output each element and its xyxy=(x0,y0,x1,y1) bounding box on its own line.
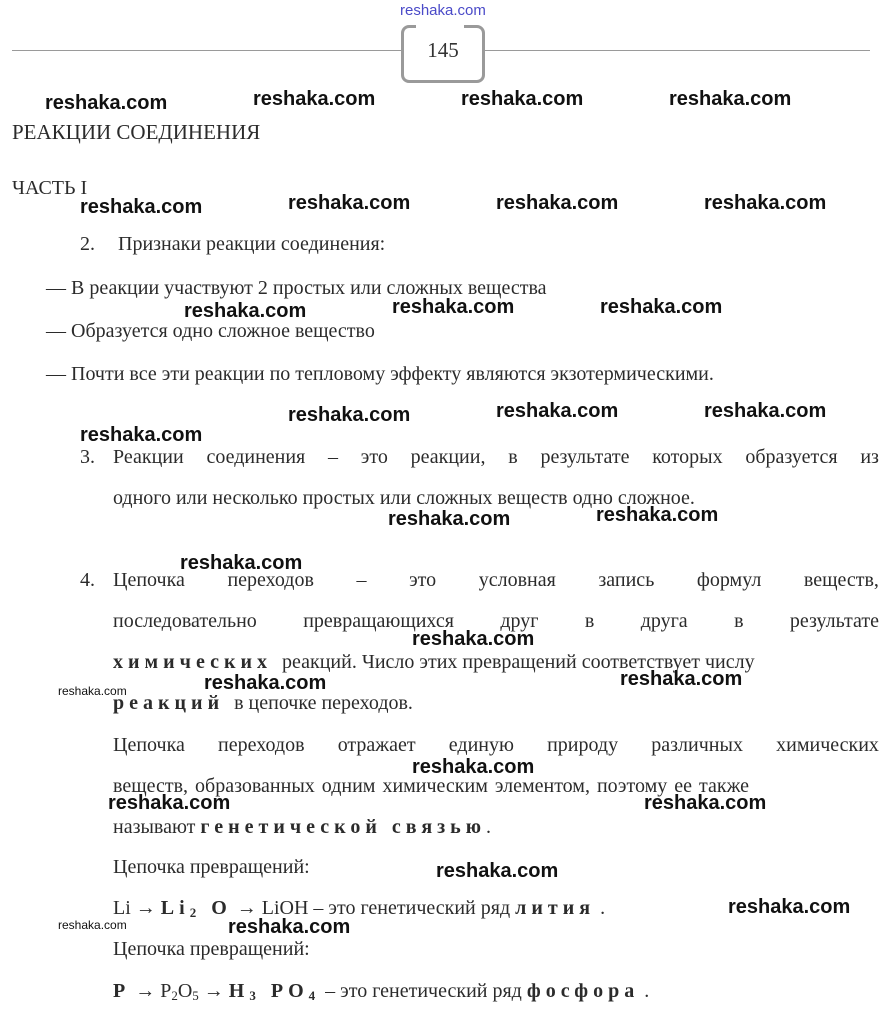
watermark: reshaka.com xyxy=(58,684,127,698)
watermark: reshaka.com xyxy=(228,916,351,938)
watermark: reshaka.com xyxy=(288,192,411,214)
page-number-box xyxy=(401,25,485,83)
paragraph-line: последовательно превращающихся друг в друга в результате xyxy=(113,610,879,632)
part-heading: ЧАСТЬ I xyxy=(12,177,88,199)
watermark: reshaka.com xyxy=(204,672,327,694)
watermark: reshaka.com xyxy=(412,628,535,650)
watermark: reshaka.com xyxy=(184,300,307,322)
watermark: reshaka.com xyxy=(392,296,515,318)
watermark: reshaka.com xyxy=(80,196,203,218)
bullet-item: — В реакции участвуют 2 простых или сложных вещества xyxy=(46,277,547,299)
watermark: reshaka.com xyxy=(80,424,203,446)
watermark: reshaka.com xyxy=(388,508,511,530)
header-rule-right xyxy=(476,50,870,51)
watermark: reshaka.com xyxy=(704,192,827,214)
paragraph-line: веществ, образованных одним химическим элементом, поэтому ее также xyxy=(113,775,750,797)
watermark: reshaka.com xyxy=(412,756,535,778)
watermark: reshaka.com xyxy=(620,668,743,690)
item-number: 4. xyxy=(80,569,95,591)
item-number: 3. xyxy=(80,446,95,468)
watermark: reshaka.com xyxy=(253,88,376,110)
watermark: reshaka.com xyxy=(596,504,719,526)
watermark: reshaka.com xyxy=(600,296,723,318)
paragraph-line: называют генетической связью. xyxy=(113,816,492,838)
paragraph-line: Цепочка переходов отражает единую природу различных химических xyxy=(113,734,879,756)
watermark: reshaka.com xyxy=(496,400,619,422)
header-rule-left xyxy=(12,50,404,51)
chain-phosphorus: $P \to P_2O_5 \to H_3$ $PO_4$ – это генетический ряд фосфора . xyxy=(113,980,650,1003)
watermark: reshaka.com xyxy=(180,552,303,574)
watermark: reshaka.com xyxy=(108,792,231,814)
watermark: reshaka.com xyxy=(288,404,411,426)
chain-label: Цепочка превращений: xyxy=(113,938,310,960)
paragraph-line: Цепочка переходов – это условная запись формул веществ, xyxy=(113,569,879,591)
header-watermark: reshaka.com xyxy=(400,2,486,19)
paragraph-line: реакций в цепочке переходов. xyxy=(113,692,413,714)
item-heading: Признаки реакции соединения: xyxy=(118,233,386,255)
bullet-item: — Образуется одно сложное вещество xyxy=(46,320,375,342)
watermark: reshaka.com xyxy=(45,92,168,114)
watermark: reshaka.com xyxy=(58,918,127,932)
chain-label: Цепочка превращений: xyxy=(113,856,310,878)
watermark: reshaka.com xyxy=(704,400,827,422)
watermark: reshaka.com xyxy=(728,896,851,918)
watermark: reshaka.com xyxy=(436,860,559,882)
watermark: reshaka.com xyxy=(644,792,767,814)
bullet-item: — Почти все эти реакции по тепловому эффекту являются экзотермическими. xyxy=(46,363,714,385)
item-number: 2. xyxy=(80,233,95,255)
watermark: reshaka.com xyxy=(669,88,792,110)
definition-line: одного или несколько простых или сложных веществ одно сложное. xyxy=(113,487,695,509)
paragraph-line: химических реакций. Число этих превращений соответствует числу xyxy=(113,651,755,673)
watermark: reshaka.com xyxy=(461,88,584,110)
definition-line: Реакции соединения – это реакции, в результате которых образуется из xyxy=(113,446,879,468)
page-number: 145 xyxy=(427,38,459,62)
chain-lithium: $Li \to Li_2$ O → LiOH – это генетический ряд лития . xyxy=(113,897,606,920)
watermark: reshaka.com xyxy=(496,192,619,214)
page-title: РЕАКЦИИ СОЕДИНЕНИЯ xyxy=(12,120,261,144)
